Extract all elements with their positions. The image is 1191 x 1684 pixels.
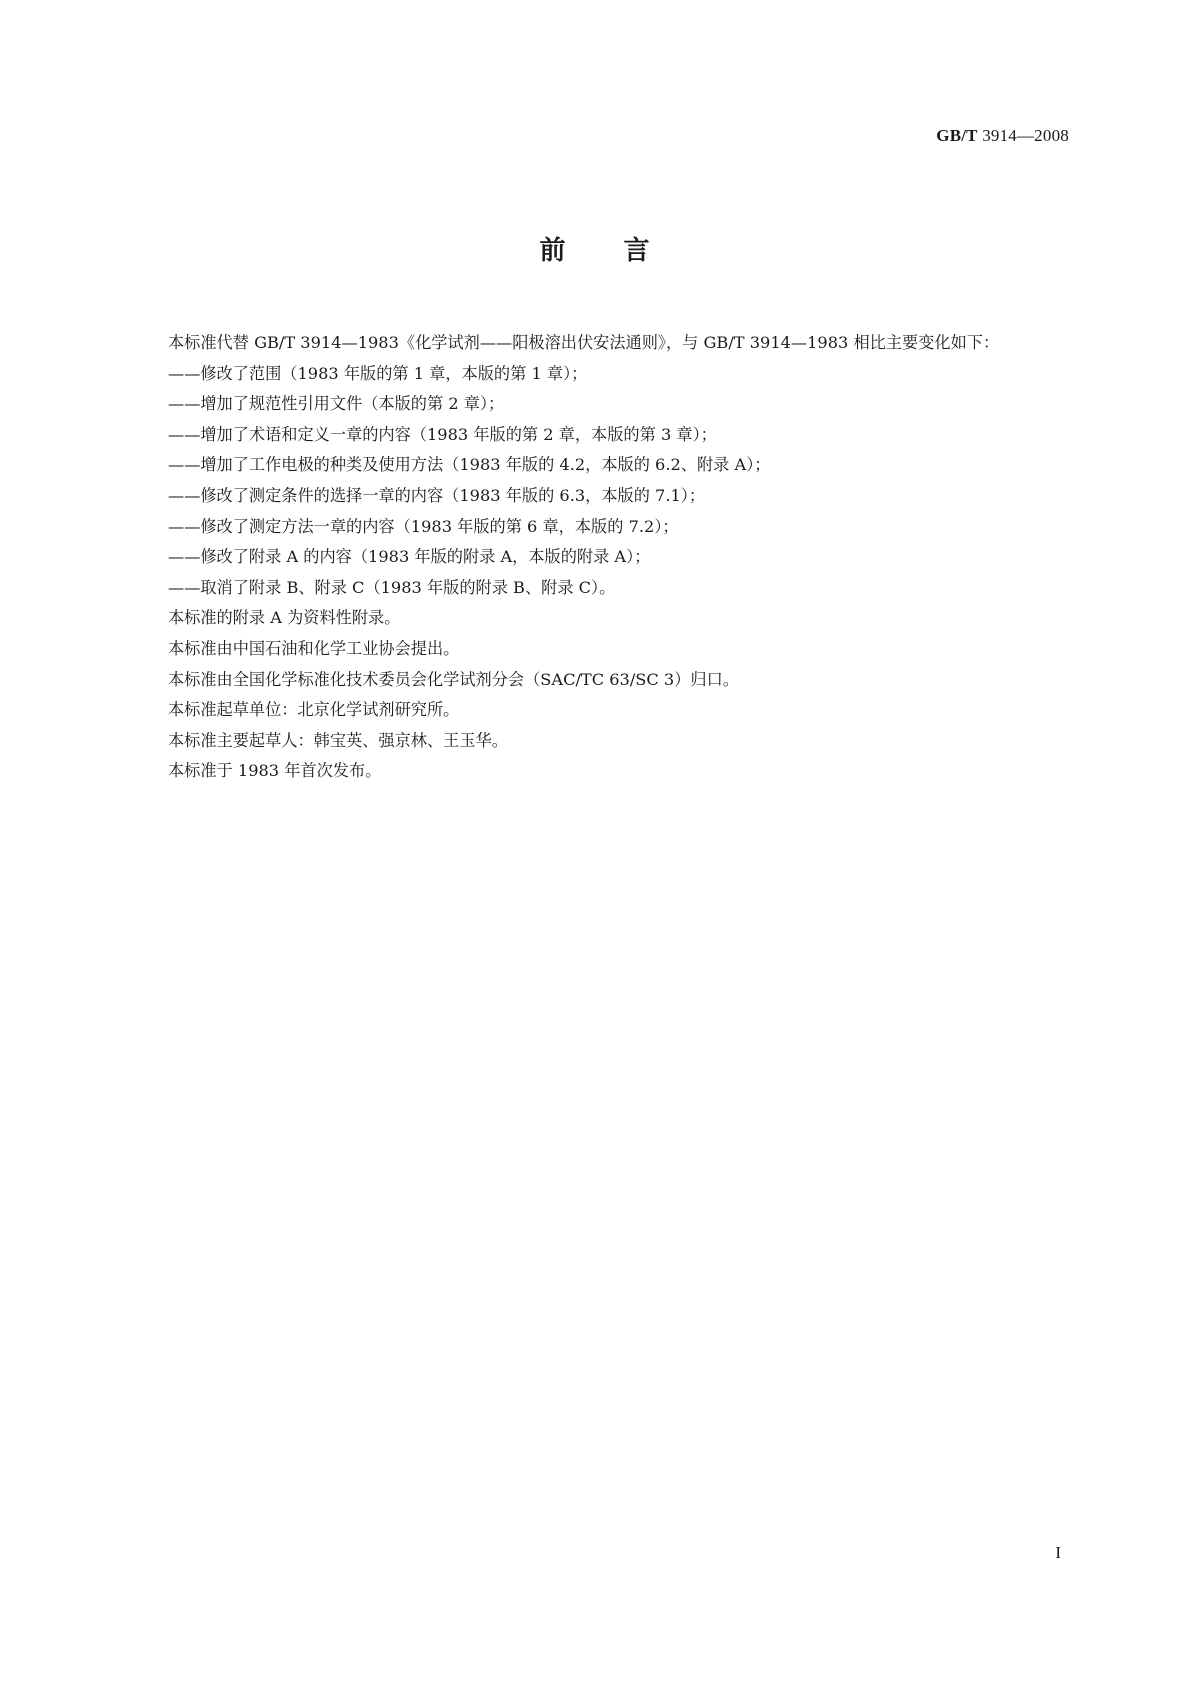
statement-paragraph: 本标准起草单位：北京化学试剂研究所。 <box>168 700 460 720</box>
change-item: ——增加了术语和定义一章的内容（1983 年版的第 2 章，本版的第 3 章）； <box>168 424 717 444</box>
standard-code-prefix: GB/T <box>936 126 978 145</box>
standard-code-number: 3914—2008 <box>982 126 1069 145</box>
page-number: I <box>1055 1543 1061 1562</box>
intro-paragraph: 本标准代替 GB/T 3914—1983《化学试剂——阳极溶出伏安法通则》，与 GB/T 3914—1983 相比主要变化如下： <box>168 333 1000 352</box>
statement-paragraph: 本标准由中国石油和化学工业协会提出。 <box>168 638 460 658</box>
change-item: ——修改了范围（1983 年版的第 1 章，本版的第 1 章）； <box>168 363 588 383</box>
statement-paragraph: 本标准主要起草人：韩宝英、强京林、王玉华。 <box>168 730 508 750</box>
change-item: ——增加了规范性引用文件（本版的第 2 章）； <box>168 394 505 414</box>
page-title-char-1: 前 <box>539 236 568 266</box>
page-title <box>0 230 1191 267</box>
change-item: ——增加了工作电极的种类及使用方法（1983 年版的 4.2，本版的 6.2、附录 A）； <box>168 455 771 475</box>
statement-paragraph: 本标准的附录 A 为资料性附录。 <box>168 608 401 628</box>
foreword-body <box>134 328 1060 787</box>
page-title-char-2: 言 <box>623 236 652 266</box>
change-item: ——取消了附录 B、附录 C（1983 年版的附录 B、附录 C）。 <box>168 577 616 597</box>
statement-paragraph: 本标准于 1983 年首次发布。 <box>168 761 382 781</box>
statement-paragraph: 本标准由全国化学标准化技术委员会化学试剂分会（SAC/TC 63/SC 3）归口。 <box>168 669 739 689</box>
change-item: ——修改了测定条件的选择一章的内容（1983 年版的 6.3，本版的 7.1）； <box>168 485 706 505</box>
change-item: ——修改了测定方法一章的内容（1983 年版的第 6 章，本版的 7.2）； <box>168 516 679 536</box>
change-item: ——修改了附录 A 的内容（1983 年版的附录 A，本版的附录 A）； <box>168 547 651 567</box>
standard-code <box>936 126 1069 146</box>
